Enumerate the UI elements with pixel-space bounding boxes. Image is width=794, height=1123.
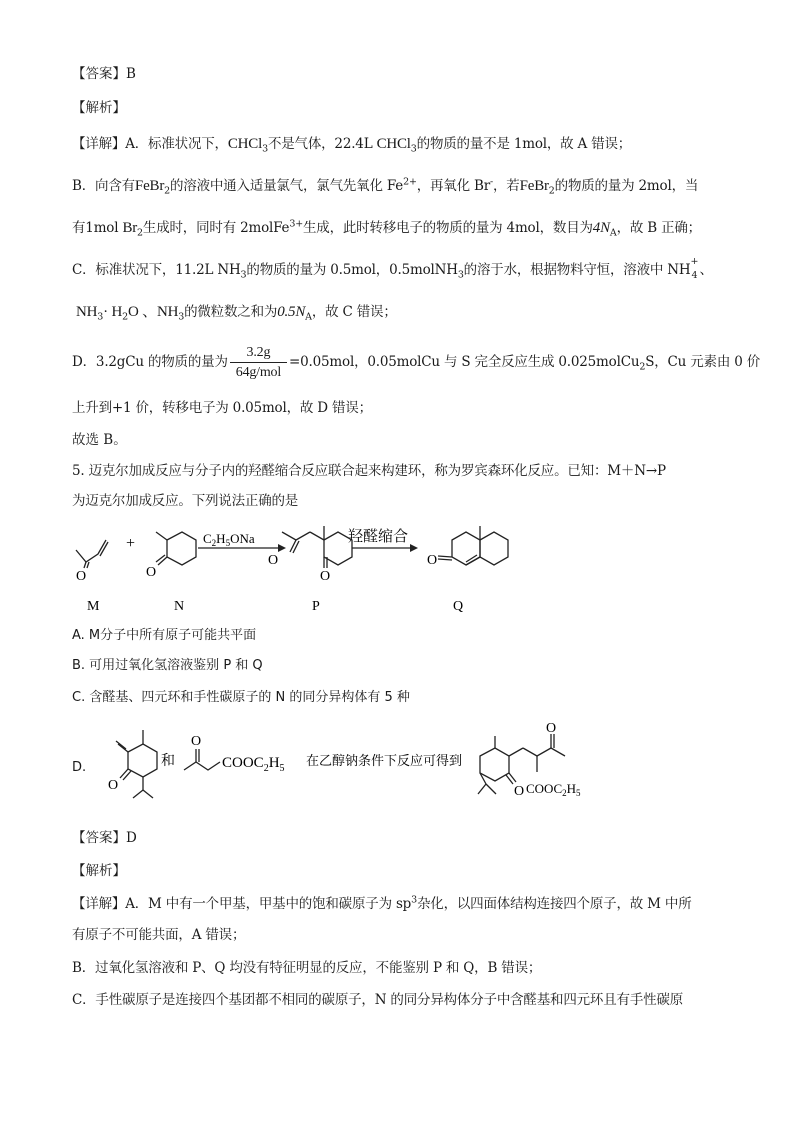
reaction-scheme bbox=[70, 522, 510, 617]
oxygen-label-d2: O bbox=[191, 734, 202, 749]
detail-a-line: 【详解】A．标准状况下，CHCl$_3$不是气体，22.4L CHCl$_3$的物质的量不是 1mol，故 A 错误； bbox=[72, 136, 632, 155]
question-5-line-2: 为迈克尔加成反应。下列说法正确的是 bbox=[72, 493, 299, 509]
label-n: N bbox=[174, 599, 185, 614]
analysis-heading-2: 【解析】 bbox=[72, 863, 126, 879]
detail-d-line-1: D．3.2gCu 的物质的量为 $\frac{3.2g}{\text{64g/mol}}$ =0.05mol，0.05molCu 与 S 完全反应生成 0.025molCu$_2$S，Cu 元素由 0 价 bbox=[72, 345, 761, 380]
detail-b-line-2: 有1mol $Br_2$生成时，同时有 2molFe$^{3+}$生成，此时转移电子的物质的量为 4mol，数目为$4N_A$，故 B 正确； bbox=[72, 218, 701, 239]
explain-a-line-1: 【详解】A．M 中有一个甲基，甲基中的饱和碳原子为 $sp^3$杂化，以四面体结构连接四个原子，故 M 中所 bbox=[72, 894, 692, 912]
option-d-and: 和 bbox=[161, 754, 175, 769]
question-5-line-1: 5. 迈克尔加成反应与分子内的羟醛缩合反应联合起来构建环，称为罗宾森环化反应。已知：M＋N→P bbox=[72, 463, 666, 479]
detail-b-line-1: B．向含有FeBr$_2$的溶液中通入适量氯气，氯气先氧化 $Fe^{2+}$，再氧化 Br-，若FeBr$_2$的物质的量为 2mol，当 bbox=[72, 176, 699, 197]
ammonium-scripts: + 4 bbox=[690, 256, 699, 281]
label-q: Q bbox=[453, 599, 464, 614]
molecule-p bbox=[282, 526, 352, 568]
oxygen-label-m: O bbox=[76, 569, 87, 584]
answer-value: B bbox=[126, 66, 136, 82]
explain-c-line: C．手性碳原子是连接四个基团都不相同的碳原子，N 的同分异构体分子中含醛基和四元环且有手性碳原 bbox=[72, 992, 684, 1008]
detail-d-line-2: 上升到+1 价，转移电子为 0.05mol，故 D 错误； bbox=[72, 400, 372, 416]
molar-fraction: $\frac{3.2g}{\text{64g/mol}}$ bbox=[230, 344, 287, 381]
option-d-reactant-2 bbox=[184, 749, 220, 770]
label-m: M bbox=[87, 599, 100, 614]
answer-label-2: 【答案】 bbox=[72, 830, 126, 846]
oxygen-label-d4: O bbox=[514, 784, 525, 799]
reagent-aldol: 羟醛缩合 bbox=[348, 529, 409, 545]
choose-line-1: 故选 B。 bbox=[72, 432, 127, 448]
label-p: P bbox=[312, 599, 320, 614]
detail-c-line-2: $NH_3\cdot H_2O$ 、$NH_3$的微粒数之和为$0.5N_A$，故 C 错误； bbox=[76, 304, 397, 323]
oxygen-label-p1: O bbox=[268, 553, 279, 568]
oxygen-label-n: O bbox=[146, 565, 157, 580]
detail-c-line-1: C．标准状况下，11.2L $NH_3$的物质的量为 0.5mol，0.5molNH$_3$的溶于水，根据物料守恒，溶液中 NH + 4 、 bbox=[72, 256, 713, 281]
option-a: A. M分子中所有原子可能共平面 bbox=[72, 628, 257, 643]
explain-a-line-2: 有原子不可能共面，A 错误； bbox=[72, 927, 246, 943]
option-c: C. 含醛基、四元环和手性碳原子的 N 的同分异构体有 5 种 bbox=[72, 690, 410, 705]
answer-label: 【答案】 bbox=[72, 66, 126, 82]
answer-line-1 bbox=[72, 64, 136, 84]
option-d-structures bbox=[88, 722, 628, 822]
option-d-label: D. bbox=[72, 760, 87, 775]
molecule-n bbox=[156, 532, 196, 565]
oxygen-label-d1: O bbox=[108, 778, 119, 793]
reagent-sodium-ethoxide: $C_2H_5ONa$ bbox=[203, 531, 255, 548]
answer-value-2: D bbox=[126, 830, 137, 846]
option-d-ester-1: $COOC_2H_5$ bbox=[222, 755, 285, 774]
option-b: B. 可用过氧化氢溶液鉴别 P 和 Q bbox=[72, 658, 263, 673]
molecule-q bbox=[438, 526, 508, 565]
plus-sign: + bbox=[126, 535, 136, 552]
answer-line-2 bbox=[72, 828, 137, 848]
oxygen-label-p2: O bbox=[320, 569, 331, 584]
option-d-ester-2: $COOC_2H_5$ bbox=[526, 781, 581, 798]
analysis-heading-1: 【解析】 bbox=[72, 100, 126, 116]
oxygen-label-q: O bbox=[427, 553, 438, 568]
option-d-reactant-1 bbox=[116, 730, 157, 798]
option-d-condition: 在乙醇钠条件下反应可得到 bbox=[306, 753, 463, 768]
molecule-m bbox=[76, 540, 108, 568]
oxygen-label-d3: O bbox=[546, 722, 557, 736]
explain-b-line: B．过氧化氢溶液和 P、Q 均没有特征明显的反应，不能鉴别 P 和 Q，B 错误； bbox=[72, 960, 542, 976]
